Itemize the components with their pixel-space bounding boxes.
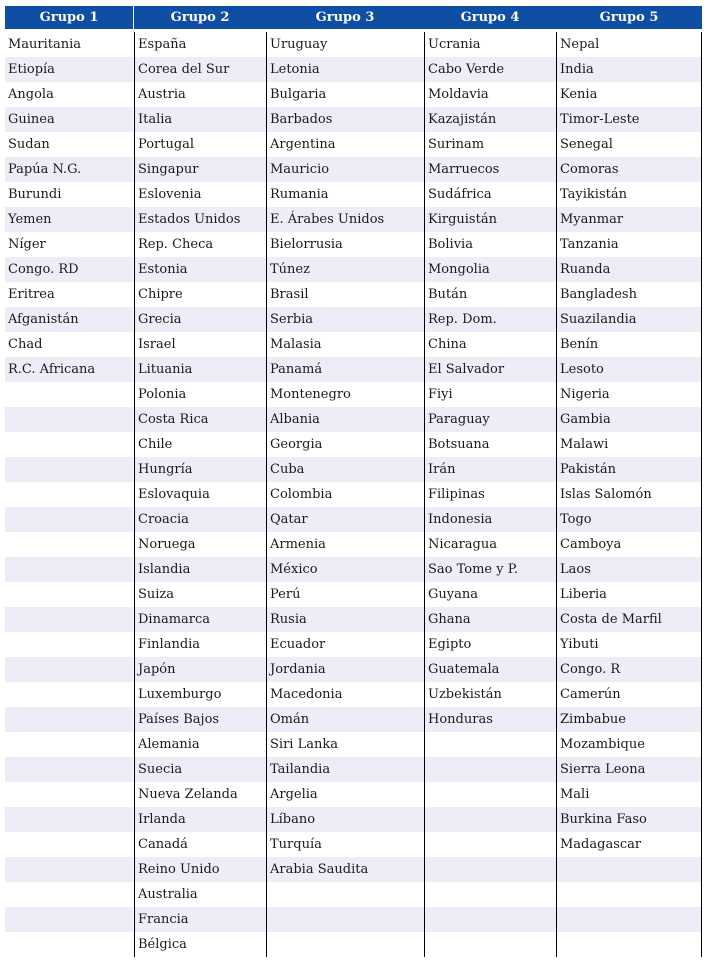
group-column <box>134 6 266 957</box>
country-cell: Georgia <box>270 437 323 452</box>
country-cell: Senegal <box>560 137 613 152</box>
country-cell <box>5 457 133 482</box>
country-cell: Hungría <box>135 457 266 482</box>
country-cell: Liberia <box>560 587 607 602</box>
country-cell: Eslovaquia <box>138 487 210 502</box>
country-cell <box>425 807 556 832</box>
group-cells <box>5 32 133 957</box>
country-cell: Montenegro <box>270 387 351 402</box>
country-cell <box>5 932 133 957</box>
country-cell: Irlanda <box>135 807 266 832</box>
country-cell: Albania <box>267 407 424 432</box>
country-cell: Togo <box>557 507 701 532</box>
country-cell <box>5 557 133 582</box>
country-cell: Noruega <box>138 537 196 552</box>
country-cell: Fiyi <box>428 387 453 402</box>
country-cell: Nueva Zelanda <box>138 787 238 802</box>
country-cell: Guinea <box>5 107 133 132</box>
country-cell: Japón <box>135 657 266 682</box>
country-cell: Turquía <box>270 837 322 852</box>
country-cell: Papúa N.G. <box>5 157 133 182</box>
country-cell: R.C. Africana <box>5 357 133 382</box>
group-cells <box>424 32 556 957</box>
country-cell: Suecia <box>135 757 266 782</box>
country-cell: Canadá <box>138 837 188 852</box>
country-cell: Jordania <box>267 657 424 682</box>
country-cell: E. Árabes Unidos <box>267 207 424 232</box>
group-column <box>266 6 424 957</box>
country-cell: Siri Lanka <box>270 737 338 752</box>
country-cell: Paraguay <box>425 407 556 432</box>
group-cells <box>266 32 424 957</box>
country-cell: Malasia <box>270 337 322 352</box>
country-cell: Burkina Faso <box>557 807 701 832</box>
country-cell: Sierra Leona <box>557 757 701 782</box>
country-cell: Nicaragua <box>428 537 497 552</box>
country-cell: Madagascar <box>560 837 642 852</box>
country-cell <box>5 757 133 782</box>
country-cell: Austria <box>138 87 186 102</box>
country-cell: Armenia <box>270 537 326 552</box>
country-cell: Israel <box>138 337 176 352</box>
country-cell: Mali <box>560 787 590 802</box>
country-cell <box>5 707 133 732</box>
country-cell <box>5 482 133 507</box>
country-cell: Croacia <box>135 507 266 532</box>
country-cell: Benín <box>560 337 599 352</box>
country-cell: Sudan <box>8 137 50 152</box>
country-cell: Tayikistán <box>560 187 627 202</box>
country-cell: China <box>428 337 467 352</box>
group-column <box>5 6 133 957</box>
country-cell: Brasil <box>270 287 309 302</box>
country-cell: Congo. R <box>557 657 701 682</box>
country-cell <box>5 432 133 457</box>
country-cell: Rep. Checa <box>138 237 214 252</box>
country-cell: Egipto <box>428 637 472 652</box>
country-cell <box>5 682 133 707</box>
group-header: Grupo 1 <box>5 6 133 29</box>
country-cell: Ruanda <box>557 257 701 282</box>
country-cell: Tailandia <box>267 757 424 782</box>
country-cell: Gambia <box>557 407 701 432</box>
group-cells <box>134 32 266 957</box>
country-cell: Sudáfrica <box>428 187 492 202</box>
country-cell: Grecia <box>135 307 266 332</box>
country-cell: Serbia <box>267 307 424 332</box>
country-cell: Mozambique <box>560 737 645 752</box>
country-cell: Túnez <box>267 257 424 282</box>
country-cell: Estonia <box>135 257 266 282</box>
country-cell: Uzbekistán <box>428 687 502 702</box>
country-cell <box>5 657 133 682</box>
country-cell: Níger <box>8 237 46 252</box>
country-cell <box>267 907 424 932</box>
country-cell: Reino Unido <box>135 857 266 882</box>
country-cell: Ucrania <box>428 37 481 52</box>
country-cell: Chad <box>8 337 43 352</box>
country-cell <box>5 882 133 907</box>
country-cell: Chile <box>138 437 173 452</box>
country-cell <box>557 857 701 882</box>
country-cell: Uruguay <box>270 37 328 52</box>
country-cell: Ghana <box>425 607 556 632</box>
country-cell: Laos <box>557 557 701 582</box>
country-cell: Ecuador <box>270 637 326 652</box>
country-cell <box>425 857 556 882</box>
country-cell: Islas Salomón <box>560 487 652 502</box>
country-cell: Rumania <box>270 187 329 202</box>
country-cell: Suiza <box>138 587 175 602</box>
country-cell: Omán <box>267 707 424 732</box>
country-cell: Guatemala <box>425 657 556 682</box>
country-cell: Letonia <box>267 57 424 82</box>
group-header: Grupo 4 <box>424 6 556 29</box>
country-cell: Tanzania <box>560 237 619 252</box>
country-cell: Argentina <box>270 137 336 152</box>
country-cell: Zimbabue <box>557 707 701 732</box>
country-cell: Chipre <box>138 287 183 302</box>
country-cell: Nepal <box>560 37 600 52</box>
country-cell: Guyana <box>428 587 478 602</box>
group-column <box>556 6 702 957</box>
country-cell: Corea del Sur <box>135 57 266 82</box>
country-cell: Burundi <box>8 187 62 202</box>
country-cell <box>425 832 556 857</box>
country-cell: Bolivia <box>428 237 473 252</box>
country-cell: Francia <box>135 907 266 932</box>
country-cell: Macedonia <box>270 687 343 702</box>
country-cell: Afganistán <box>5 307 133 332</box>
country-cell: Kirguistán <box>425 207 556 232</box>
country-cell <box>425 782 556 807</box>
country-cell: España <box>138 37 187 52</box>
country-cell: Angola <box>8 87 54 102</box>
country-cell: México <box>267 557 424 582</box>
country-cell: Finlandia <box>138 637 201 652</box>
country-cell: Portugal <box>138 137 195 152</box>
country-cell: Polonia <box>138 387 187 402</box>
country-cell <box>425 932 556 957</box>
country-cell: Bangladesh <box>560 287 637 302</box>
country-cell: India <box>557 57 701 82</box>
country-cell: Argelia <box>270 787 318 802</box>
country-cell: Países Bajos <box>135 707 266 732</box>
country-cell: Indonesia <box>425 507 556 532</box>
country-cell: Panamá <box>267 357 424 382</box>
country-cell: Pakistán <box>557 457 701 482</box>
country-cell: Yibuti <box>560 637 599 652</box>
country-cell: Arabia Saudita <box>267 857 424 882</box>
country-cell: Dinamarca <box>135 607 266 632</box>
country-cell: Sao Tome y P. <box>425 557 556 582</box>
country-cell: Lesoto <box>557 357 701 382</box>
country-cell: Bután <box>428 287 468 302</box>
country-cell <box>5 907 133 932</box>
country-cell <box>5 382 133 407</box>
country-cell: Eritrea <box>8 287 55 302</box>
country-cell: Yemen <box>5 207 133 232</box>
country-cell: Islandia <box>135 557 266 582</box>
country-cell: Surinam <box>428 137 485 152</box>
country-cell: Suazilandia <box>557 307 701 332</box>
country-cell <box>267 932 424 957</box>
country-cell <box>5 532 133 557</box>
country-cell: Etiopía <box>5 57 133 82</box>
country-cell: Moldavia <box>428 87 489 102</box>
country-cell: Irán <box>425 457 556 482</box>
country-cell: Kenia <box>560 87 598 102</box>
group-header: Grupo 3 <box>266 6 424 29</box>
country-cell: Mongolia <box>425 257 556 282</box>
country-cell: Bulgaria <box>270 87 327 102</box>
country-cell: Rep. Dom. <box>425 307 556 332</box>
country-cell: Costa Rica <box>135 407 266 432</box>
country-cell: Colombia <box>270 487 333 502</box>
country-cell: Perú <box>270 587 301 602</box>
country-cell: Australia <box>138 887 198 902</box>
country-cell: Luxemburgo <box>138 687 222 702</box>
group-header: Grupo 5 <box>556 6 702 29</box>
country-cell <box>5 807 133 832</box>
country-cell <box>5 732 133 757</box>
country-cell <box>5 507 133 532</box>
group-cells <box>556 32 702 957</box>
country-cell: Estados Unidos <box>135 207 266 232</box>
country-cell <box>557 907 701 932</box>
country-cell: Congo. RD <box>5 257 133 282</box>
group-column <box>424 6 556 957</box>
group-header: Grupo 2 <box>134 6 266 29</box>
country-cell: Barbados <box>267 107 424 132</box>
country-cell <box>5 582 133 607</box>
country-cell: Lituania <box>135 357 266 382</box>
country-cell: Myanmar <box>557 207 701 232</box>
country-cell: Malawi <box>560 437 609 452</box>
country-cell: Qatar <box>267 507 424 532</box>
country-cell <box>5 857 133 882</box>
country-cell: Rusia <box>267 607 424 632</box>
country-cell: Costa de Marfil <box>557 607 701 632</box>
country-cell: Honduras <box>425 707 556 732</box>
country-cell: Botsuana <box>428 437 490 452</box>
country-cell: Eslovenia <box>138 187 202 202</box>
country-cell <box>557 932 701 957</box>
country-cell: Marruecos <box>425 157 556 182</box>
country-cell <box>425 757 556 782</box>
country-cell: Bielorrusia <box>270 237 343 252</box>
country-cell <box>5 407 133 432</box>
country-cell: Italia <box>135 107 266 132</box>
country-cell <box>557 882 701 907</box>
country-cell <box>5 782 133 807</box>
country-cell <box>425 907 556 932</box>
country-cell: Filipinas <box>428 487 485 502</box>
country-cell: Kazajistán <box>425 107 556 132</box>
country-cell: Timor-Leste <box>557 107 701 132</box>
country-cell <box>425 732 556 757</box>
country-cell <box>267 882 424 907</box>
country-cell: Nigeria <box>560 387 610 402</box>
country-cell: Mauritania <box>8 37 82 52</box>
country-cell: El Salvador <box>425 357 556 382</box>
country-cell: Comoras <box>557 157 701 182</box>
country-cell <box>5 632 133 657</box>
country-cell: Cabo Verde <box>425 57 556 82</box>
country-cell <box>425 882 556 907</box>
country-cell: Alemania <box>138 737 200 752</box>
country-cell: Camboya <box>560 537 622 552</box>
country-cell: Camerún <box>560 687 621 702</box>
country-cell: Líbano <box>267 807 424 832</box>
country-cell: Mauricio <box>267 157 424 182</box>
country-cell <box>5 832 133 857</box>
country-cell <box>5 607 133 632</box>
country-cell: Singapur <box>135 157 266 182</box>
country-cell: Bélgica <box>138 937 187 952</box>
country-cell: Cuba <box>267 457 424 482</box>
